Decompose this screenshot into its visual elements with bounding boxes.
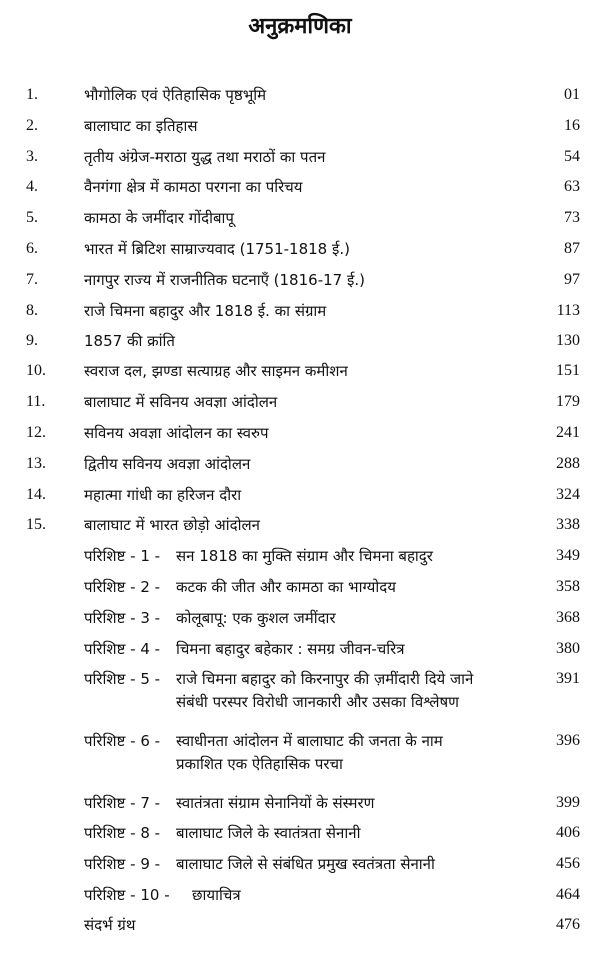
appendix-title: बालाघाट जिले के स्वातंत्रता सेनानी bbox=[176, 824, 361, 842]
entry-title: कामठा के जमींदार गोंदीबापू bbox=[84, 209, 234, 227]
entry-page: 130 bbox=[556, 332, 580, 349]
appendix-title-continued: प्रकाशित एक ऐतिहासिक परचा bbox=[176, 755, 343, 773]
appendix-label: परिशिष्ट - 7 - bbox=[84, 794, 161, 812]
entry-number: 2. bbox=[26, 117, 38, 134]
entry-page: 396 bbox=[556, 732, 580, 749]
appendix-label: परिशिष्ट - 6 - bbox=[84, 732, 161, 750]
entry-number: 5. bbox=[26, 209, 38, 226]
entry-page: 324 bbox=[556, 486, 580, 503]
entry-page: 456 bbox=[556, 855, 580, 872]
entry-number: 11. bbox=[26, 393, 46, 410]
entry-page: 54 bbox=[564, 148, 580, 165]
entry-title: सविनय अवज्ञा आंदोलन का स्वरुप bbox=[84, 424, 269, 442]
entry-title: बालाघाट में भारत छोड़ो आंदोलन bbox=[84, 516, 260, 534]
entry-page: 63 bbox=[564, 178, 580, 195]
appendix-label: परिशिष्ट - 10 - bbox=[84, 886, 170, 904]
appendix-title: स्वाधीनता आंदोलन में बालाघाट की जनता के नाम bbox=[176, 732, 443, 750]
appendix-title: चिमना बहादुर बहेकार : समग्र जीवन-चरित्र bbox=[176, 640, 405, 658]
appendix-title-continued: संबंधी परस्पर विरोधी जानकारी और उसका विश्लेषण bbox=[176, 693, 460, 711]
entry-page: 358 bbox=[556, 578, 580, 595]
entry-page: 406 bbox=[556, 824, 580, 841]
entry-page: 368 bbox=[556, 609, 580, 626]
entry-title: भौगोलिक एवं ऐतिहासिक पृष्ठभूमि bbox=[84, 86, 267, 104]
entry-page: 464 bbox=[556, 886, 580, 903]
entry-page: 380 bbox=[556, 640, 580, 657]
entry-number: 3. bbox=[26, 148, 38, 165]
appendix-title: सन 1818 का मुक्ति संग्राम और चिमना बहादुर bbox=[176, 547, 433, 565]
entry-page: 151 bbox=[556, 362, 580, 379]
entry-number: 1. bbox=[26, 86, 38, 103]
entry-title: बालाघाट का इतिहास bbox=[84, 117, 198, 135]
entry-number: 12. bbox=[26, 424, 46, 441]
page-title: अनुक्रमणिका bbox=[248, 14, 352, 39]
entry-page: 241 bbox=[556, 424, 580, 441]
appendix-label: परिशिष्ट - 4 - bbox=[84, 640, 161, 658]
entry-number: 4. bbox=[26, 178, 38, 195]
entry-title: तृतीय अंग्रेज-मराठा युद्ध तथा मराठों का पतन bbox=[84, 148, 326, 166]
entry-page: 391 bbox=[556, 670, 580, 687]
entry-page: 73 bbox=[564, 209, 580, 226]
appendix-title: स्वातंत्रता संग्राम सेनानियों के संस्मरण bbox=[176, 794, 375, 812]
entry-title: महात्मा गांधी का हरिजन दौरा bbox=[84, 486, 242, 504]
entry-number: 15. bbox=[26, 516, 46, 533]
bibliography-title: संदर्भ ग्रंथ bbox=[84, 916, 136, 934]
appendix-label: परिशिष्ट - 8 - bbox=[84, 824, 161, 842]
entry-page: 16 bbox=[564, 117, 580, 134]
entry-number: 10. bbox=[26, 362, 46, 379]
appendix-label: परिशिष्ट - 1 - bbox=[84, 547, 161, 565]
appendix-title: कोलूबापू: एक कुशल जमींदार bbox=[176, 609, 336, 627]
entry-title: नागपुर राज्य में राजनीतिक घटनाएँ (1816-17 ई.) bbox=[84, 271, 365, 289]
entry-page: 113 bbox=[556, 302, 580, 319]
entry-title: राजे चिमना बहादुर और 1818 ई. का संग्राम bbox=[84, 302, 327, 320]
appendix-label: परिशिष्ट - 3 - bbox=[84, 609, 161, 627]
entry-page: 179 bbox=[556, 393, 580, 410]
entry-page: 476 bbox=[556, 916, 580, 933]
entry-number: 14. bbox=[26, 486, 46, 503]
appendix-title: बालाघाट जिले से संबंधित प्रमुख स्वतंत्रता सेनानी bbox=[176, 855, 435, 873]
appendix-title: छायाचित्र bbox=[192, 886, 241, 904]
entry-title: स्वराज दल, झण्डा सत्याग्रह और साइमन कमीशन bbox=[84, 362, 348, 380]
entry-page: 97 bbox=[564, 271, 580, 288]
entry-page: 349 bbox=[556, 547, 580, 564]
entry-page: 399 bbox=[556, 794, 580, 811]
appendix-label: परिशिष्ट - 9 - bbox=[84, 855, 161, 873]
entry-page: 87 bbox=[564, 240, 580, 257]
entry-number: 9. bbox=[26, 332, 38, 349]
entry-number: 6. bbox=[26, 240, 38, 257]
entry-number: 13. bbox=[26, 455, 46, 472]
entry-title: वैनगंगा क्षेत्र में कामठा परगना का परिचय bbox=[84, 178, 303, 196]
entry-page: 338 bbox=[556, 516, 580, 533]
entry-page: 01 bbox=[564, 86, 580, 103]
appendix-title: राजे चिमना बहादुर को किरनापुर की ज़मींदारी दिये जाने bbox=[176, 670, 474, 688]
entry-title: द्वितीय सविनय अवज्ञा आंदोलन bbox=[84, 455, 251, 473]
appendix-title: कटक की जीत और कामठा का भाग्योदय bbox=[176, 578, 396, 596]
entry-title: भारत में ब्रिटिश साम्राज्यवाद (1751-1818 ई.) bbox=[84, 240, 350, 258]
entry-title: 1857 की क्रांति bbox=[84, 332, 175, 350]
appendix-label: परिशिष्ट - 2 - bbox=[84, 578, 161, 596]
entry-title: बालाघाट में सविनय अवज्ञा आंदोलन bbox=[84, 393, 278, 411]
entry-number: 7. bbox=[26, 271, 38, 288]
entry-number: 8. bbox=[26, 302, 38, 319]
entry-page: 288 bbox=[556, 455, 580, 472]
appendix-label: परिशिष्ट - 5 - bbox=[84, 670, 161, 688]
